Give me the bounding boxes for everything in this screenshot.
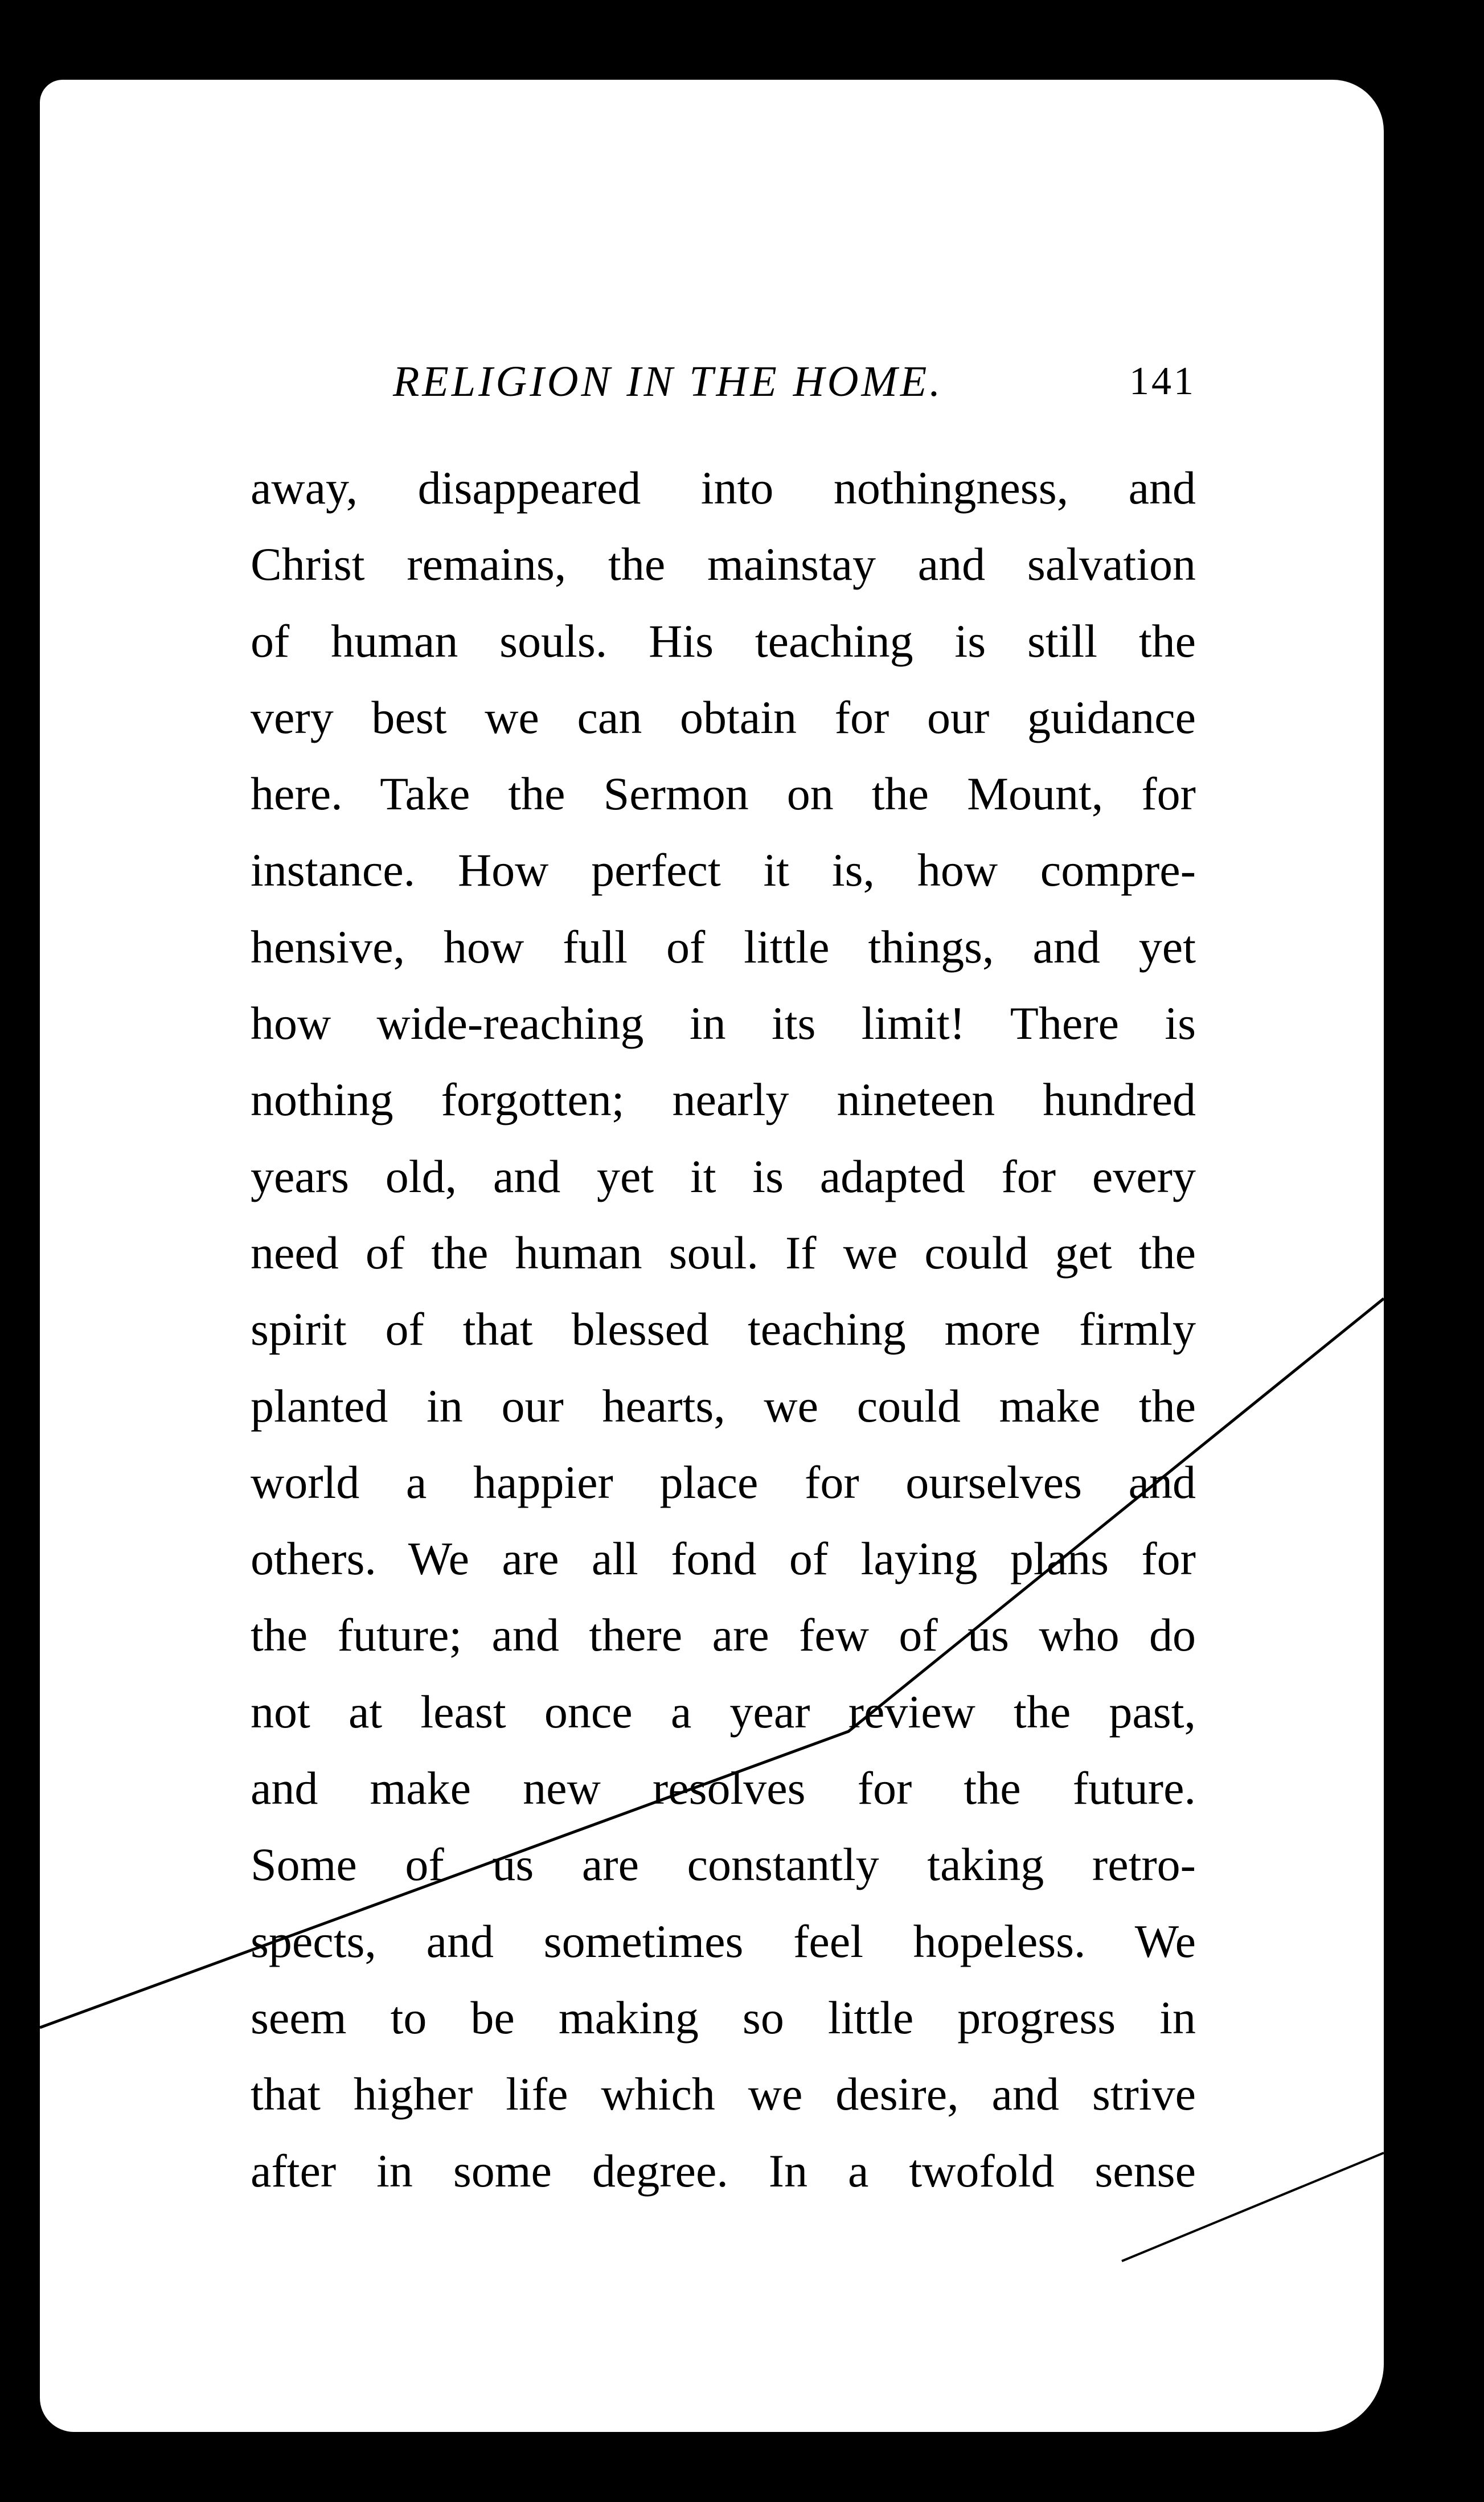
text-line: very best we can obtain for our guidance xyxy=(251,691,1196,743)
text-line: of human souls. His teaching is still the xyxy=(251,615,1196,667)
text-line: spects, and sometimes feel hopeless. We xyxy=(251,1915,1196,1967)
text-line: the future; and there are few of us who do xyxy=(251,1609,1196,1661)
page-header xyxy=(393,347,1196,416)
text-line: Some of us are constantly taking retro- xyxy=(251,1838,1196,1891)
text-line: Christ remains, the mainstay and salvation xyxy=(251,538,1196,591)
text-line: years old, and yet it is adapted for every xyxy=(251,1150,1196,1202)
text-line: others. We are all fond of laying plans for xyxy=(251,1533,1196,1585)
text-line: nothing forgotten; nearly nineteen hundred xyxy=(251,1074,1196,1126)
text-line: how wide-reaching in its limit! There is xyxy=(251,997,1196,1050)
text-line: after in some degree. In a twofold sense xyxy=(251,2144,1196,2197)
text-line: hensive, how full of little things, and yet xyxy=(251,920,1196,973)
text-line: not at least once a year review the past, xyxy=(251,1685,1196,1738)
page-number: 141 xyxy=(1129,359,1196,403)
text-line: instance. How perfect it is, how compre- xyxy=(251,844,1196,896)
text-line: that higher life which we desire, and strive xyxy=(251,2068,1196,2120)
text-line: planted in our hearts, we could make the xyxy=(251,1379,1196,1432)
text-line: and make new resolves for the future. xyxy=(251,1762,1196,1815)
text-line: seem to be making so little progress in xyxy=(251,1991,1196,2044)
book-page xyxy=(40,80,1384,2432)
text-line: away, disappeared into nothingness, and xyxy=(251,462,1196,514)
running-head: RELIGION IN THE HOME. xyxy=(393,358,944,406)
body-text xyxy=(251,450,1196,2209)
text-line: world a happier place for ourselves and xyxy=(251,1456,1196,1508)
text-line: here. Take the Sermon on the Mount, for xyxy=(251,768,1196,820)
text-line: spirit of that blessed teaching more firmly xyxy=(251,1303,1196,1356)
text-line: need of the human soul. If we could get the xyxy=(251,1226,1196,1279)
